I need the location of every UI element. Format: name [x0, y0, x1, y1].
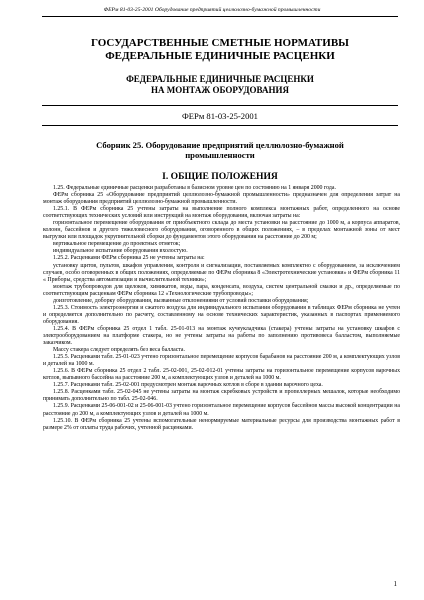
paragraph: 1.25.3. Стоимость электроэнергии и сжатого воздуха для индивидуального испытания оборудования в таблицах ФЕРм сборника не учтен и определяется дополнительно по расчету, составленному на основе технических характеристик, указанных в паспортах применяемого оборудования.	[43, 304, 400, 325]
paragraph: 1.25.9. Расценками 25-06-001-02 и 25-06-001-03 учтено горизонтальное перемещение корпусов бассейнов массы высокой концентрации на расстояние до 200 м, а комплектующих узлов и деталей на 1000 м.	[43, 403, 400, 417]
header-rule	[42, 16, 398, 17]
paragraph: Массу стакера следует определять без веса балласта.	[53, 347, 185, 354]
subtitle-line-2: НА МОНТАЖ ОБОРУДОВАНИЯ	[151, 85, 289, 95]
running-header: ФЕРм 81-03-25-2001 Оборудование предприятий целлюлозно-бумажной промышленности	[103, 7, 321, 13]
paragraph: установку щитов, пультов, шкафов управления, контроля и сигнализации, поставляемых комплектно с оборудованием, за исключением случаев, особо оговоренных в общих положениях, определяемые по ФЕРм сборника 8 «Электротехнические установки» и ФЕРм сборника 11 « Приборы, средства автоматизации и вычислительной техники»;	[43, 262, 400, 283]
paragraph: 1.25.6. В ФЕРм сборника 25 отдел 2 табл. 25-02-001, 25-02-012-01 учтены затраты на горизонтальное перемещение корпусов варочных котлов, выпывного бассейна на расстояние 200 м, а комплектующих узлов и деталей на 1000 м.	[43, 368, 400, 382]
divider-top	[42, 105, 398, 106]
federal-prices-title: ФЕДЕРАЛЬНЫЕ ЕДИНИЧНЫЕ РАСЦЕНКИ	[105, 50, 335, 62]
paragraph: 1.25.5. Расценками табл. 25-01-023 учтено горизонтальное перемещение корпусов барабанов на расстояние 200 м, а комплектующих узлов и деталей на 1000 м.	[43, 354, 400, 368]
paragraph: 1.25.2. Расценками ФЕРм сборника 25 не учтены затраты на:	[53, 255, 205, 262]
paragraph: доизготовление, доборку оборудования, вызванные отклонениями от условий поставки оборудования;	[53, 297, 309, 304]
collection-title-line-2: промышленности	[185, 150, 255, 160]
state-norms-title: ГОСУДАРСТВЕННЫЕ СМЕТНЫЕ НОРМАТИВЫ	[91, 37, 349, 49]
collection-title-line-1: Сборник 25. Оборудование предприятий целлюлозно-бумажной	[96, 140, 344, 150]
subtitle-line-1: ФЕДЕРАЛЬНЫЕ ЕДИНИЧНЫЕ РАСЦЕНКИ	[126, 74, 314, 84]
body-text	[43, 185, 400, 432]
paragraph: 1.25.4. В ФЕРм сборника 25 отдел 1 табл. 25-01-013 на монтаж кучеукладчика (стакера) учтены затраты на установку шкафов с электрооборудованием на платформе стакера, но не учтены затраты на работы по заполнению противовеса балластом, выполняемые заказчиком.	[43, 325, 400, 347]
paragraph: 1.25.8. Расценками табл. 25-02-045 не учтены затраты на монтаж скребковых устройств и пропеллерных мешалок, которые необходимо принимать дополнительно по табл. 25-02-046.	[43, 389, 400, 403]
document-code: ФЕРм 81-03-25-2001	[182, 111, 258, 121]
paragraph: горизонтальное перемещение оборудования от приобъектного склада до места установки на расстояние до 1000 м, а корпуса аппаратов, колонн, бассейнов и другого тяжеловесного оборудования, оговоренного в общих положениях, – в пределах монтажной зоны от мест выгрузки или площадок укрупнительной сборки до фундаментов этого оборудования на расстояние до 200 м;	[43, 220, 400, 241]
page-number: 1	[393, 580, 397, 588]
divider-bottom	[42, 125, 398, 126]
paragraph: 1.25. Федеральные единичные расценки разработаны в базисном уровне цен по состоянию на 1 января 2000 года.	[53, 185, 336, 191]
paragraph: вертикальное перемещение до проектных отметок;	[53, 241, 181, 248]
paragraph: 1.25.1. В ФЕРм сборника 25 учтены затраты на выполнение полного комплекса монтажных работ, определенного на основе соответствующих технических условий или инструкций на монтаж оборудования, включая затраты на:	[43, 206, 400, 220]
section-title: I. ОБЩИЕ ПОЛОЖЕНИЯ	[162, 171, 278, 182]
paragraph: 1.25.7. Расценками табл. 25-02-001 предусмотрен монтаж варочных котлов в сборе в здании варочного цеха.	[53, 382, 323, 389]
collection-title	[40, 140, 400, 160]
paragraph: монтаж трубопроводов для щелоков, химикатов, воды, пара, конденсата, воздуха, систем центральной смазки и др., определяемые по соответствующим расценкам ФЕРм сборника 12 «Технологические трубопроводы»;	[43, 283, 400, 297]
paragraph: 1.25.10. В ФЕРм сборника 25 учтены вспомогательные ненормируемые материальные ресурсы для производства монтажных работ в размере 2% от оплаты труда рабочих, учтенной расценками.	[43, 417, 400, 431]
paragraph: ФЕРм сборника 25 «Оборудование предприятий целлюлозно-бумажной промышленности» предназначен для определения затрат на монтаж оборудования предприятий целлюлозно-бумажной промышленности.	[43, 192, 400, 206]
paragraph: индивидуальное испытание оборудования вхолостую.	[53, 248, 188, 255]
